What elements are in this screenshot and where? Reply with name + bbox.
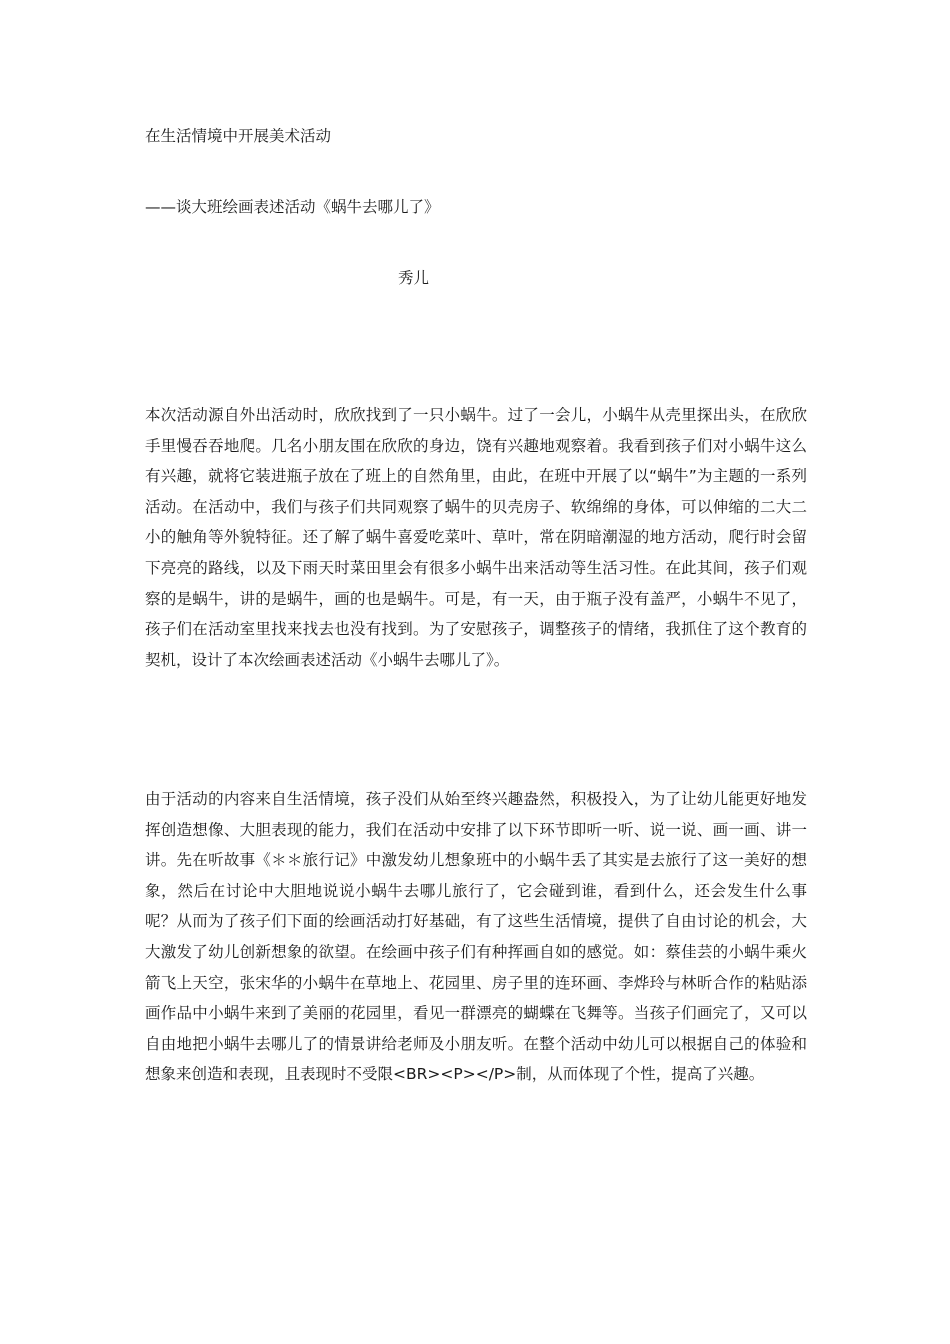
document-author: 秀儿 <box>398 269 430 287</box>
body-paragraph: 由于活动的内容来自生活情境，孩子没们从始至终兴趣盎然，积极投入，为了让幼儿能更好地发挥创造想像、大胆表现的能力，我们在活动中安排了以下环节即听一听、说一说、画一画、讲一讲。先在听故事《＊＊旅行记》中激发幼儿想象班中的小蜗牛丢了其实是去旅行了这一美好的想象，然后在讨论中大胆地说说小蜗牛去哪儿旅行了，它会碰到谁，看到什么，还会发生什么事呢？从而为了孩子们下面的绘画活动打好基础，有了这些生活情境，提供了自由讨论的机会，大大激发了幼儿创新想象的欲望。在绘画中孩子们有种挥画自如的感觉。如：蔡佳芸的小蜗牛乘火箭飞上天空，张宋华的小蜗牛在草地上、花园里、房子里的连环画、李烨玲与林昕合作的粘贴添画作品中小蜗牛来到了美丽的花园里，看见一群漂亮的蝴蝶在飞舞等。当孩子们画完了，又可以自由地把小蜗牛去哪儿了的情景讲给老师及小朋友听。在整个活动中幼儿可以根据自己的体验和想象来创造和表现，且表现时不受限<BR><P></P>制，从而体现了个性，提高了兴趣。 <box>145 790 807 1084</box>
document-subtitle: ——谈大班绘画表述活动《蜗牛去哪儿了》 <box>145 198 440 216</box>
document-title: 在生活情境中开展美术活动 <box>145 127 332 145</box>
body-paragraph: 本次活动源自外出活动时，欣欣找到了一只小蜗牛。过了一会儿，小蜗牛从壳里探出头，在欣欣手里慢吞吞地爬。几名小朋友围在欣欣的身边，饶有兴趣地观察着。我看到孩子们对小蜗牛这么有兴趣，就将它装进瓶子放在了班上的自然角里，由此，在班中开展了以“蜗牛”为主题的一系列活动。在活动中，我们与孩子们共同观察了蜗牛的贝壳房子、软绵绵的身体，可以伸缩的二大二小的触角等外貌特征。还了解了蜗牛喜爱吃菜叶、草叶，常在阴暗潮湿的地方活动，爬行时会留下亮亮的路线，以及下雨天时菜田里会有很多小蜗牛出来活动等生活习性。在此其间，孩子们观察的是蜗牛，讲的是蜗牛，画的也是蜗牛。可是，有一天，由于瓶子没有盖严，小蜗牛不见了，孩子们在活动室里找来找去也没有找到。为了安慰孩子，调整孩子的情绪，我抓住了这个教育的契机，设计了本次绘画表述活动《小蜗牛去哪儿了》。 <box>145 406 807 669</box>
